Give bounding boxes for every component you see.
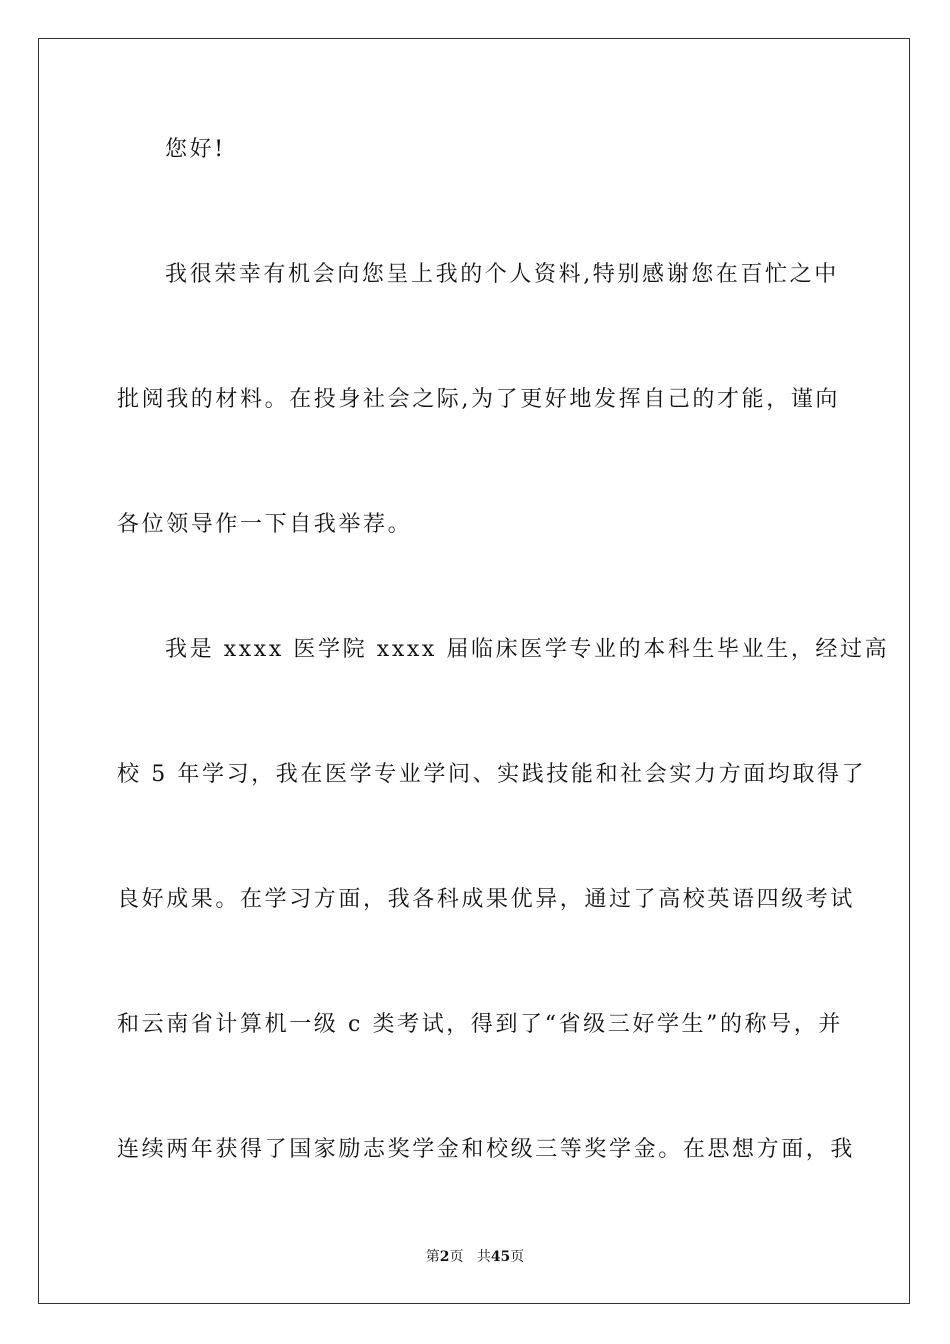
- greeting-line: 您好!: [165, 137, 226, 162]
- total-prefix: 共: [476, 1249, 491, 1265]
- page-number: 2: [439, 1249, 450, 1265]
- total-suffix: 页: [510, 1249, 525, 1265]
- body-line-4: 我是 xxxx 医学院 xxxx 届临床医学专业的本科生毕业生，经过高: [165, 637, 890, 662]
- body-line-7: 和云南省计算机一级 c 类考试，得到了“省级三好学生”的称号，并: [117, 1012, 844, 1037]
- body-line-6: 良好成果。在学习方面，我各科成果优异，通过了高校英语四级考试: [117, 887, 856, 912]
- page-frame: [38, 38, 910, 1304]
- total-pages: 45: [490, 1249, 511, 1265]
- body-line-5: 校 5 年学习，我在医学专业学问、实践技能和社会实力方面均取得了: [117, 762, 867, 787]
- page-suffix: 页: [449, 1249, 464, 1265]
- body-line-2: 批阅我的材料。在投身社会之际,为了更好地发挥自己的才能，谨向: [117, 387, 840, 412]
- body-line-3: 各位领导作一下自我举荐。: [117, 512, 413, 537]
- body-line-8: 连续两年获得了国家励志奖学金和校级三等奖学金。在思想方面，我: [117, 1137, 856, 1162]
- body-line-1: 我很荣幸有机会向您呈上我的个人资料,特别感谢您在百忙之中: [165, 262, 839, 287]
- page-prefix: 第: [425, 1249, 440, 1265]
- page-footer: [39, 1248, 911, 1266]
